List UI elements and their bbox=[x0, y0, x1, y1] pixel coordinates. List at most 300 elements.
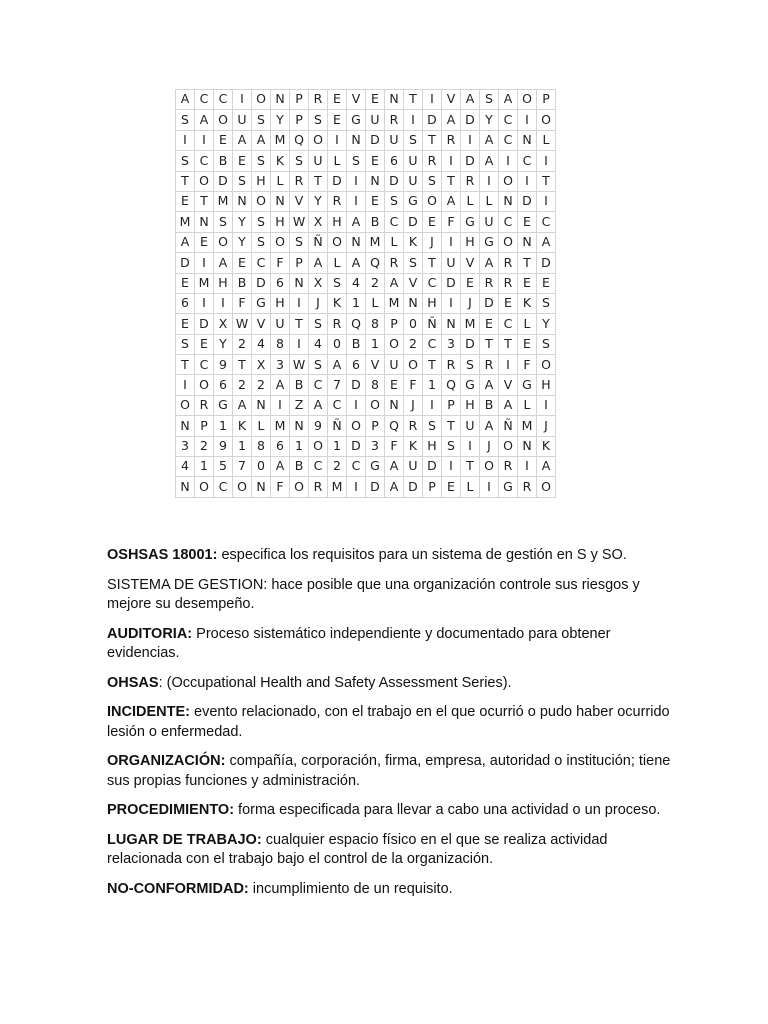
definition-text: especifica los requisitos para un sistema de gestión en S y SO. bbox=[217, 547, 627, 563]
grid-cell: V bbox=[347, 90, 366, 110]
definition-item bbox=[107, 625, 682, 664]
grid-cell: I bbox=[328, 130, 347, 150]
grid-row bbox=[176, 334, 556, 354]
definition-item bbox=[107, 546, 682, 566]
grid-cell: O bbox=[328, 232, 347, 252]
grid-cell: I bbox=[480, 477, 499, 497]
grid-cell: T bbox=[537, 171, 556, 191]
grid-cell: F bbox=[518, 355, 537, 375]
grid-cell: R bbox=[480, 273, 499, 293]
definition-item bbox=[107, 703, 682, 742]
definition-term: AUDITORIA: bbox=[107, 625, 193, 642]
grid-row bbox=[176, 314, 556, 334]
grid-cell: R bbox=[309, 477, 328, 497]
grid-cell: O bbox=[347, 416, 366, 436]
grid-cell: V bbox=[290, 191, 309, 211]
grid-cell: A bbox=[385, 477, 404, 497]
grid-cell: D bbox=[423, 110, 442, 130]
grid-cell: A bbox=[176, 90, 195, 110]
grid-cell: P bbox=[366, 416, 385, 436]
grid-cell: A bbox=[347, 253, 366, 273]
grid-cell: M bbox=[366, 232, 385, 252]
grid-cell: C bbox=[499, 314, 518, 334]
grid-cell: D bbox=[214, 171, 233, 191]
grid-cell: N bbox=[442, 314, 461, 334]
grid-cell: 3 bbox=[271, 355, 290, 375]
grid-cell: 4 bbox=[347, 273, 366, 293]
grid-cell: I bbox=[461, 130, 480, 150]
grid-cell: U bbox=[271, 314, 290, 334]
grid-cell: A bbox=[499, 90, 518, 110]
grid-cell: R bbox=[461, 171, 480, 191]
grid-cell: O bbox=[195, 477, 214, 497]
grid-cell: T bbox=[404, 90, 423, 110]
grid-cell: O bbox=[252, 90, 271, 110]
grid-cell: N bbox=[385, 90, 404, 110]
grid-cell: L bbox=[252, 416, 271, 436]
grid-cell: X bbox=[252, 355, 271, 375]
grid-cell: T bbox=[423, 355, 442, 375]
grid-cell: S bbox=[537, 293, 556, 313]
definition-term: ORGANIZACIÓN: bbox=[107, 753, 226, 769]
grid-cell: 4 bbox=[252, 334, 271, 354]
grid-cell: R bbox=[480, 355, 499, 375]
grid-row bbox=[176, 293, 556, 313]
grid-cell: U bbox=[385, 355, 404, 375]
grid-cell: D bbox=[366, 130, 385, 150]
grid-cell: R bbox=[195, 395, 214, 415]
grid-cell: T bbox=[518, 253, 537, 273]
grid-cell: 6 bbox=[271, 273, 290, 293]
grid-cell: I bbox=[461, 436, 480, 456]
grid-cell: N bbox=[347, 232, 366, 252]
grid-cell: 7 bbox=[328, 375, 347, 395]
grid-cell: L bbox=[480, 191, 499, 211]
grid-cell: 6 bbox=[214, 375, 233, 395]
grid-cell: O bbox=[214, 232, 233, 252]
grid-cell: R bbox=[328, 191, 347, 211]
grid-cell: Y bbox=[271, 110, 290, 130]
definition-text: cualquier espacio físico en el que se realiza actividad relacionada con el trabajo bajo el control de la organización. bbox=[107, 831, 608, 867]
grid-cell: A bbox=[537, 232, 556, 252]
grid-cell: I bbox=[195, 293, 214, 313]
grid-cell: Q bbox=[290, 130, 309, 150]
grid-cell: P bbox=[442, 395, 461, 415]
grid-cell: P bbox=[290, 90, 309, 110]
grid-cell: H bbox=[214, 273, 233, 293]
grid-cell: 1 bbox=[214, 416, 233, 436]
grid-cell: I bbox=[537, 151, 556, 171]
grid-cell: M bbox=[518, 416, 537, 436]
grid-cell: O bbox=[385, 334, 404, 354]
grid-cell: C bbox=[195, 151, 214, 171]
grid-cell: T bbox=[499, 334, 518, 354]
grid-cell: S bbox=[347, 151, 366, 171]
grid-cell: E bbox=[518, 212, 537, 232]
grid-cell: J bbox=[423, 232, 442, 252]
grid-cell: T bbox=[480, 334, 499, 354]
grid-cell: I bbox=[442, 293, 461, 313]
grid-cell: T bbox=[195, 191, 214, 211]
grid-cell: L bbox=[385, 232, 404, 252]
grid-cell: T bbox=[290, 314, 309, 334]
grid-cell: S bbox=[423, 171, 442, 191]
grid-cell: T bbox=[442, 171, 461, 191]
grid-cell: E bbox=[328, 90, 347, 110]
grid-cell: 2 bbox=[404, 334, 423, 354]
grid-cell: 1 bbox=[366, 334, 385, 354]
grid-cell: E bbox=[328, 110, 347, 130]
grid-cell: O bbox=[366, 395, 385, 415]
grid-cell: 8 bbox=[271, 334, 290, 354]
grid-cell: U bbox=[385, 130, 404, 150]
grid-cell: S bbox=[423, 416, 442, 436]
grid-cell: E bbox=[442, 477, 461, 497]
grid-row bbox=[176, 436, 556, 456]
grid-cell: I bbox=[423, 90, 442, 110]
grid-cell: 9 bbox=[309, 416, 328, 436]
grid-cell: I bbox=[176, 375, 195, 395]
grid-cell: C bbox=[195, 355, 214, 375]
definition-text: evento relacionado, con el trabajo en el que ocurrió o pudo haber ocurrido lesión o enfermedad. bbox=[107, 704, 670, 740]
grid-cell: G bbox=[347, 110, 366, 130]
grid-cell: Y bbox=[309, 191, 328, 211]
grid-cell: J bbox=[461, 293, 480, 313]
grid-cell: H bbox=[328, 212, 347, 232]
grid-cell: E bbox=[423, 212, 442, 232]
grid-cell: E bbox=[518, 334, 537, 354]
grid-cell: I bbox=[290, 293, 309, 313]
grid-cell: N bbox=[518, 232, 537, 252]
grid-cell: Ñ bbox=[499, 416, 518, 436]
definition-term: OSHSAS 18001: bbox=[107, 547, 218, 563]
grid-cell: D bbox=[442, 273, 461, 293]
grid-cell: D bbox=[423, 457, 442, 477]
grid-cell: G bbox=[480, 232, 499, 252]
grid-cell: Q bbox=[385, 416, 404, 436]
grid-cell: 7 bbox=[233, 457, 252, 477]
grid-cell: Y bbox=[233, 212, 252, 232]
grid-cell: X bbox=[309, 273, 328, 293]
grid-cell: J bbox=[537, 416, 556, 436]
grid-cell: U bbox=[233, 110, 252, 130]
grid-cell: C bbox=[328, 395, 347, 415]
grid-cell: I bbox=[518, 457, 537, 477]
grid-cell: 3 bbox=[442, 334, 461, 354]
grid-cell: K bbox=[328, 293, 347, 313]
grid-cell: A bbox=[480, 253, 499, 273]
grid-cell: 4 bbox=[309, 334, 328, 354]
grid-cell: V bbox=[404, 273, 423, 293]
grid-cell: Q bbox=[366, 253, 385, 273]
grid-row bbox=[176, 355, 556, 375]
grid-cell: I bbox=[290, 334, 309, 354]
grid-cell: O bbox=[499, 436, 518, 456]
grid-row bbox=[176, 232, 556, 252]
grid-cell: C bbox=[309, 375, 328, 395]
definition-text: compañía, corporación, firma, empresa, autoridad o institución; tiene sus propias funciones y administración. bbox=[107, 753, 671, 789]
grid-cell: 6 bbox=[385, 151, 404, 171]
grid-cell: F bbox=[233, 293, 252, 313]
grid-cell: O bbox=[404, 355, 423, 375]
grid-cell: H bbox=[537, 375, 556, 395]
grid-cell: G bbox=[461, 212, 480, 232]
definition-item bbox=[107, 674, 682, 694]
grid-cell: 1 bbox=[290, 436, 309, 456]
grid-cell: I bbox=[347, 477, 366, 497]
grid-cell: I bbox=[518, 110, 537, 130]
grid-cell: B bbox=[480, 395, 499, 415]
definition-item bbox=[107, 576, 682, 615]
grid-cell: 1 bbox=[233, 436, 252, 456]
grid-cell: M bbox=[461, 314, 480, 334]
grid-cell: D bbox=[176, 253, 195, 273]
grid-cell: R bbox=[442, 355, 461, 375]
grid-cell: C bbox=[347, 457, 366, 477]
grid-cell: I bbox=[499, 355, 518, 375]
grid-cell: I bbox=[347, 191, 366, 211]
grid-cell: E bbox=[233, 253, 252, 273]
grid-cell: N bbox=[176, 416, 195, 436]
grid-row bbox=[176, 253, 556, 273]
grid-cell: T bbox=[442, 416, 461, 436]
grid-row bbox=[176, 130, 556, 150]
grid-cell: A bbox=[480, 416, 499, 436]
grid-cell: C bbox=[214, 477, 233, 497]
grid-cell: S bbox=[480, 90, 499, 110]
grid-cell: S bbox=[252, 212, 271, 232]
grid-cell: L bbox=[461, 191, 480, 211]
grid-cell: U bbox=[404, 151, 423, 171]
grid-cell: O bbox=[195, 375, 214, 395]
grid-cell: 6 bbox=[176, 293, 195, 313]
grid-cell: S bbox=[252, 232, 271, 252]
grid-cell: I bbox=[176, 130, 195, 150]
grid-cell: 1 bbox=[347, 293, 366, 313]
definition-term: LUGAR DE TRABAJO: bbox=[107, 831, 262, 848]
grid-cell: H bbox=[423, 293, 442, 313]
grid-cell: X bbox=[214, 314, 233, 334]
grid-cell: L bbox=[271, 171, 290, 191]
grid-cell: O bbox=[271, 232, 290, 252]
grid-cell: K bbox=[271, 151, 290, 171]
grid-cell: E bbox=[195, 334, 214, 354]
grid-row bbox=[176, 151, 556, 171]
grid-cell: A bbox=[195, 110, 214, 130]
grid-cell: K bbox=[404, 436, 423, 456]
grid-cell: M bbox=[328, 477, 347, 497]
grid-cell: I bbox=[214, 293, 233, 313]
grid-row bbox=[176, 416, 556, 436]
grid-cell: K bbox=[537, 436, 556, 456]
grid-row bbox=[176, 90, 556, 110]
grid-cell: A bbox=[499, 395, 518, 415]
grid-cell: T bbox=[309, 171, 328, 191]
grid-cell: X bbox=[309, 212, 328, 232]
grid-cell: N bbox=[366, 171, 385, 191]
grid-cell: O bbox=[499, 171, 518, 191]
grid-cell: M bbox=[176, 212, 195, 232]
grid-cell: 6 bbox=[271, 436, 290, 456]
grid-cell: N bbox=[233, 191, 252, 211]
grid-cell: N bbox=[290, 273, 309, 293]
word-search-grid bbox=[175, 89, 556, 498]
grid-cell: S bbox=[176, 334, 195, 354]
grid-row bbox=[176, 110, 556, 130]
grid-cell: D bbox=[328, 171, 347, 191]
grid-cell: N bbox=[195, 212, 214, 232]
grid-cell: R bbox=[385, 110, 404, 130]
grid-cell: N bbox=[404, 293, 423, 313]
grid-cell: F bbox=[442, 212, 461, 232]
grid-cell: S bbox=[309, 314, 328, 334]
grid-cell: L bbox=[537, 130, 556, 150]
grid-cell: S bbox=[309, 355, 328, 375]
grid-cell: A bbox=[385, 457, 404, 477]
grid-cell: V bbox=[252, 314, 271, 334]
grid-cell: T bbox=[233, 355, 252, 375]
grid-cell: O bbox=[176, 395, 195, 415]
grid-cell: 2 bbox=[366, 273, 385, 293]
grid-cell: D bbox=[195, 314, 214, 334]
grid-cell: S bbox=[252, 110, 271, 130]
grid-cell: T bbox=[423, 253, 442, 273]
grid-cell: B bbox=[366, 212, 385, 232]
grid-cell: O bbox=[537, 110, 556, 130]
grid-cell: A bbox=[176, 232, 195, 252]
grid-cell: T bbox=[461, 457, 480, 477]
grid-cell: R bbox=[385, 253, 404, 273]
grid-cell: S bbox=[252, 151, 271, 171]
grid-cell: U bbox=[366, 110, 385, 130]
grid-cell: C bbox=[423, 273, 442, 293]
grid-cell: 8 bbox=[252, 436, 271, 456]
grid-cell: L bbox=[518, 314, 537, 334]
grid-cell: I bbox=[442, 457, 461, 477]
grid-cell: N bbox=[385, 395, 404, 415]
grid-cell: C bbox=[385, 212, 404, 232]
grid-cell: M bbox=[271, 130, 290, 150]
grid-cell: R bbox=[328, 314, 347, 334]
definition-item bbox=[107, 752, 682, 791]
grid-cell: 5 bbox=[214, 457, 233, 477]
grid-cell: S bbox=[442, 436, 461, 456]
grid-cell: E bbox=[233, 151, 252, 171]
grid-cell: F bbox=[271, 253, 290, 273]
grid-cell: I bbox=[195, 253, 214, 273]
grid-cell: E bbox=[366, 90, 385, 110]
grid-cell: S bbox=[328, 273, 347, 293]
grid-cell: M bbox=[271, 416, 290, 436]
grid-cell: E bbox=[461, 273, 480, 293]
grid-row bbox=[176, 171, 556, 191]
grid-cell: D bbox=[461, 151, 480, 171]
definition-text: incumplimiento de un requisito. bbox=[248, 880, 453, 897]
grid-cell: 0 bbox=[328, 334, 347, 354]
grid-cell: H bbox=[461, 395, 480, 415]
grid-cell: 8 bbox=[366, 314, 385, 334]
grid-cell: O bbox=[290, 477, 309, 497]
grid-cell: S bbox=[385, 191, 404, 211]
grid-cell: H bbox=[271, 212, 290, 232]
grid-cell: V bbox=[499, 375, 518, 395]
grid-cell: Y bbox=[480, 110, 499, 130]
grid-cell: T bbox=[176, 171, 195, 191]
grid-cell: I bbox=[537, 395, 556, 415]
grid-cell: W bbox=[233, 314, 252, 334]
grid-cell: R bbox=[499, 457, 518, 477]
grid-cell: R bbox=[404, 416, 423, 436]
grid-cell: G bbox=[499, 477, 518, 497]
grid-cell: E bbox=[176, 314, 195, 334]
grid-row bbox=[176, 273, 556, 293]
grid-cell: S bbox=[176, 151, 195, 171]
grid-cell: G bbox=[404, 191, 423, 211]
grid-cell: O bbox=[537, 355, 556, 375]
grid-cell: 1 bbox=[328, 436, 347, 456]
grid-cell: N bbox=[176, 477, 195, 497]
definition-text: Proceso sistemático independiente y documentado para obtener evidencias. bbox=[107, 625, 611, 661]
grid-cell: O bbox=[518, 90, 537, 110]
grid-cell: E bbox=[176, 273, 195, 293]
grid-cell: O bbox=[423, 191, 442, 211]
grid-cell: R bbox=[423, 151, 442, 171]
definition-item bbox=[107, 880, 682, 900]
grid-cell: 1 bbox=[195, 457, 214, 477]
grid-cell: I bbox=[480, 171, 499, 191]
definition-item bbox=[107, 831, 682, 870]
grid-cell: 6 bbox=[347, 355, 366, 375]
grid-cell: D bbox=[385, 171, 404, 191]
grid-cell: I bbox=[347, 395, 366, 415]
definition-term: INCIDENTE: bbox=[107, 704, 190, 720]
grid-cell: C bbox=[518, 151, 537, 171]
grid-cell: S bbox=[233, 171, 252, 191]
definition-text: forma especificada para llevar a cabo una actividad o un proceso. bbox=[234, 802, 661, 818]
grid-cell: I bbox=[499, 151, 518, 171]
grid-cell: A bbox=[461, 90, 480, 110]
grid-cell: E bbox=[366, 191, 385, 211]
grid-cell: 0 bbox=[404, 314, 423, 334]
grid-cell: I bbox=[271, 395, 290, 415]
grid-cell: G bbox=[366, 457, 385, 477]
grid-row bbox=[176, 395, 556, 415]
grid-cell: P bbox=[537, 90, 556, 110]
grid-cell: P bbox=[423, 477, 442, 497]
grid-cell: H bbox=[271, 293, 290, 313]
grid-cell: O bbox=[537, 477, 556, 497]
grid-cell: A bbox=[537, 457, 556, 477]
definition-term: OHSAS bbox=[107, 674, 159, 691]
grid-cell: T bbox=[423, 130, 442, 150]
grid-cell: S bbox=[214, 212, 233, 232]
grid-cell: L bbox=[366, 293, 385, 313]
grid-cell: B bbox=[214, 151, 233, 171]
grid-cell: A bbox=[442, 110, 461, 130]
grid-cell: S bbox=[290, 151, 309, 171]
grid-cell: A bbox=[214, 253, 233, 273]
definition-term: PROCEDIMIENTO: bbox=[107, 802, 235, 818]
grid-cell: B bbox=[290, 457, 309, 477]
grid-cell: B bbox=[290, 375, 309, 395]
grid-cell: F bbox=[385, 436, 404, 456]
grid-cell: C bbox=[499, 130, 518, 150]
grid-cell: S bbox=[176, 110, 195, 130]
grid-cell: 3 bbox=[176, 436, 195, 456]
grid-cell: M bbox=[195, 273, 214, 293]
grid-cell: E bbox=[195, 232, 214, 252]
grid-cell: W bbox=[290, 355, 309, 375]
